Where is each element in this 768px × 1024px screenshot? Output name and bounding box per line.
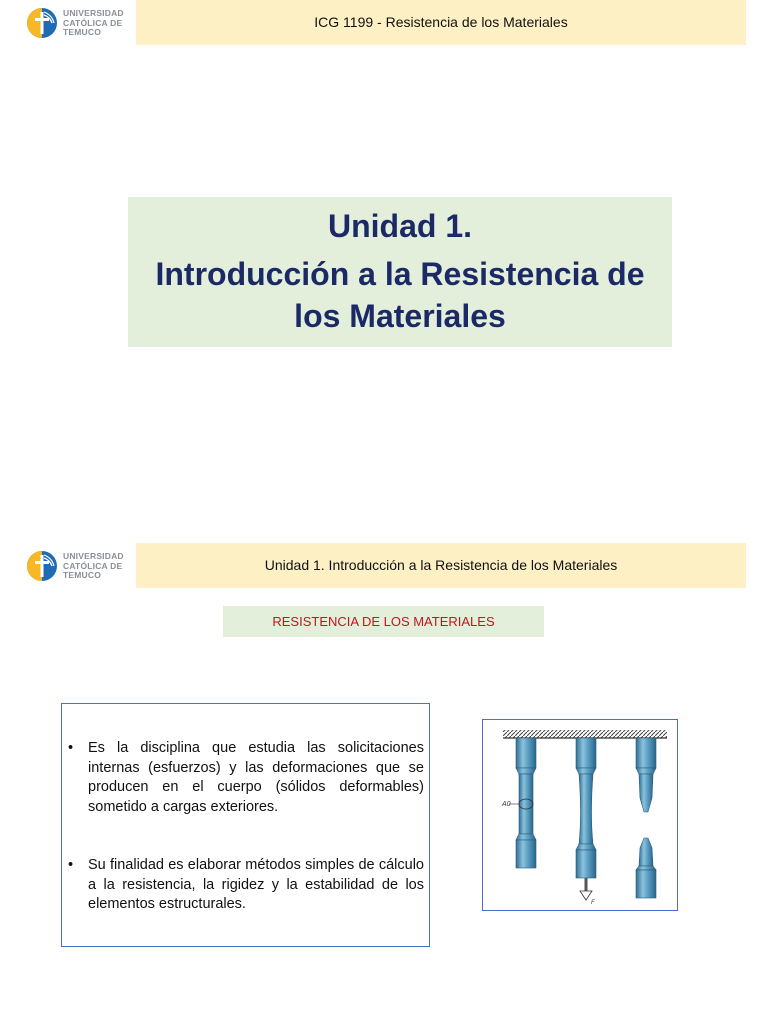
specimen-loaded — [576, 738, 596, 906]
university-logo — [22, 0, 136, 45]
unit-number: Unidad 1. — [327, 208, 472, 244]
university-name: UNIVERSIDAD CATÓLICA DE TEMUCO — [63, 8, 124, 37]
university-logo — [22, 543, 136, 588]
bullet-icon: • — [68, 857, 74, 873]
specimen-fractured — [636, 738, 656, 898]
force-label: F — [591, 900, 595, 906]
definition-text-box — [61, 703, 430, 947]
bullet-item — [68, 856, 424, 915]
tensile-test-figure — [482, 719, 678, 911]
area-label: A0 — [502, 801, 511, 808]
slide-header — [22, 543, 746, 588]
unit-title: Introducción a la Resistencia de los Materiales — [155, 256, 645, 334]
slide-2 — [0, 512, 768, 1024]
tensile-specimens-illustration — [483, 720, 677, 910]
section-title: RESISTENCIA DE LOS MATERIALES — [223, 606, 544, 637]
specimen-unloaded — [501, 738, 536, 868]
bullet-icon: • — [68, 740, 74, 756]
fixed-support — [503, 730, 667, 738]
university-name: UNIVERSIDAD CATÓLICA DE TEMUCO — [63, 551, 124, 580]
unit-header-title: Unidad 1. Introducción a la Resistencia de los Materiales — [264, 557, 618, 573]
slide-header — [22, 0, 746, 45]
force-arrow-icon — [580, 891, 592, 900]
university-emblem-icon — [26, 550, 58, 582]
bullet-text: Es la disciplina que estudia las solicitaciones internas (esfuerzos) y las deformaciones que se producen en el cuerpo (sólidos deformables) sometido a cargas exteriores. — [88, 740, 424, 815]
bullet-text: Su finalidad es elaborar métodos simples de cálculo a la resistencia, la rigidez y la estabilidad de los elementos estructurales. — [88, 857, 424, 912]
university-emblem-icon — [26, 7, 58, 39]
unit-title-box — [128, 197, 672, 347]
bullet-item — [68, 739, 424, 817]
course-title: ICG 1199 - Resistencia de los Materiales — [314, 14, 568, 30]
